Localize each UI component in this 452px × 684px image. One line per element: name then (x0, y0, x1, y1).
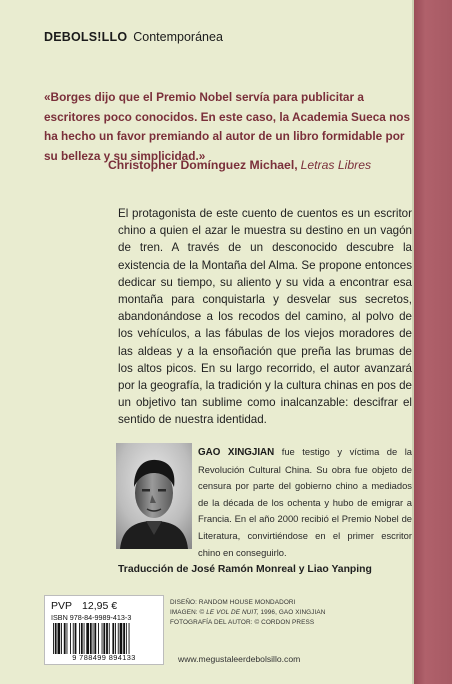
price-amount: 12,95 € (82, 600, 118, 612)
publisher-logo: DEBOLS!LLO (44, 30, 128, 44)
price (51, 600, 117, 612)
book-spine (414, 0, 452, 684)
author-name: GAO XINGJIAN (198, 447, 275, 458)
credit-image-prefix: IMAGEN: © (170, 609, 205, 616)
author-bio (198, 444, 412, 561)
collection-name: Contemporánea (133, 30, 223, 44)
credit-image (170, 608, 325, 618)
synopsis: El protagonista de este cuento de cuentos es un escritor chino a quien el azar le muestra su destino en un vagón de tren. A través de un desconocido descubre la existencia de la Montaña del Alma. Se propone entonces dedicar su tiempo, su aliento y su vida a encontrar esa montaña para conquistarla y desvelar sus secretos, abandonándose a los recodos del camino, al polvo de los vehículos, a las fábulas de los viejos moradores de las aldeas y a la ensoñación que preña las brumas de los altos picos. En su largo recorrido, el autor avanzará por la geografía, la tradición y la cultura chinas en pos de un objetivo tan sublime como inalcanzable: descifrar el sentido de nuestra identidad. (118, 207, 412, 427)
price-barcode-box (44, 595, 164, 665)
credit-image-suffix: 1996, GAO XINGJIAN (260, 609, 326, 616)
blurb-attribution (108, 157, 408, 173)
author-photo (116, 443, 192, 549)
blurb-quote: «Borges dijo que el Premio Nobel servía para publicitar a escritores poco conocidos. En este caso, la Academia Sueca nos ha hecho un favor premiando al autor de un libro formidable por su belleza y su simplicidad.» (44, 90, 411, 163)
credit-photo: FOTOGRAFÍA DEL AUTOR: © CORDON PRESS (170, 619, 315, 626)
blurb-author: Christopher Domínguez Michael, (108, 158, 298, 172)
author-portrait-image (116, 443, 192, 549)
barcode-digits: 9 788499 894133 (72, 653, 136, 662)
blurb-publication: Letras Libres (300, 158, 372, 172)
translation-credit: Traducción de José Ramón Monreal y Liao Yanping (118, 564, 372, 575)
author-bio-text: fue testigo y víctima de la Revolución Cultural China. Su obra fue objeto de censura por parte del gobierno chino a mediados de la década de los ochenta y hubo de emigrar a Francia. En el año 2000 recibió el Premio Nobel de Literatura, convirtiéndose en el primer escritor chino en conseguirlo. (198, 446, 413, 558)
design-credits (170, 598, 325, 628)
publisher-header (44, 30, 223, 44)
price-label: PVP (51, 600, 73, 612)
website-link[interactable]: www.megustaleerdebolsillo.com (178, 654, 301, 664)
barcode (49, 623, 159, 654)
isbn: ISBN 978-84-9989-413-3 (51, 613, 132, 622)
credit-design: DISEÑO: RANDOM HOUSE MONDADORI (170, 599, 296, 606)
credit-image-title: LE VOL DE NUIT, (206, 609, 259, 616)
